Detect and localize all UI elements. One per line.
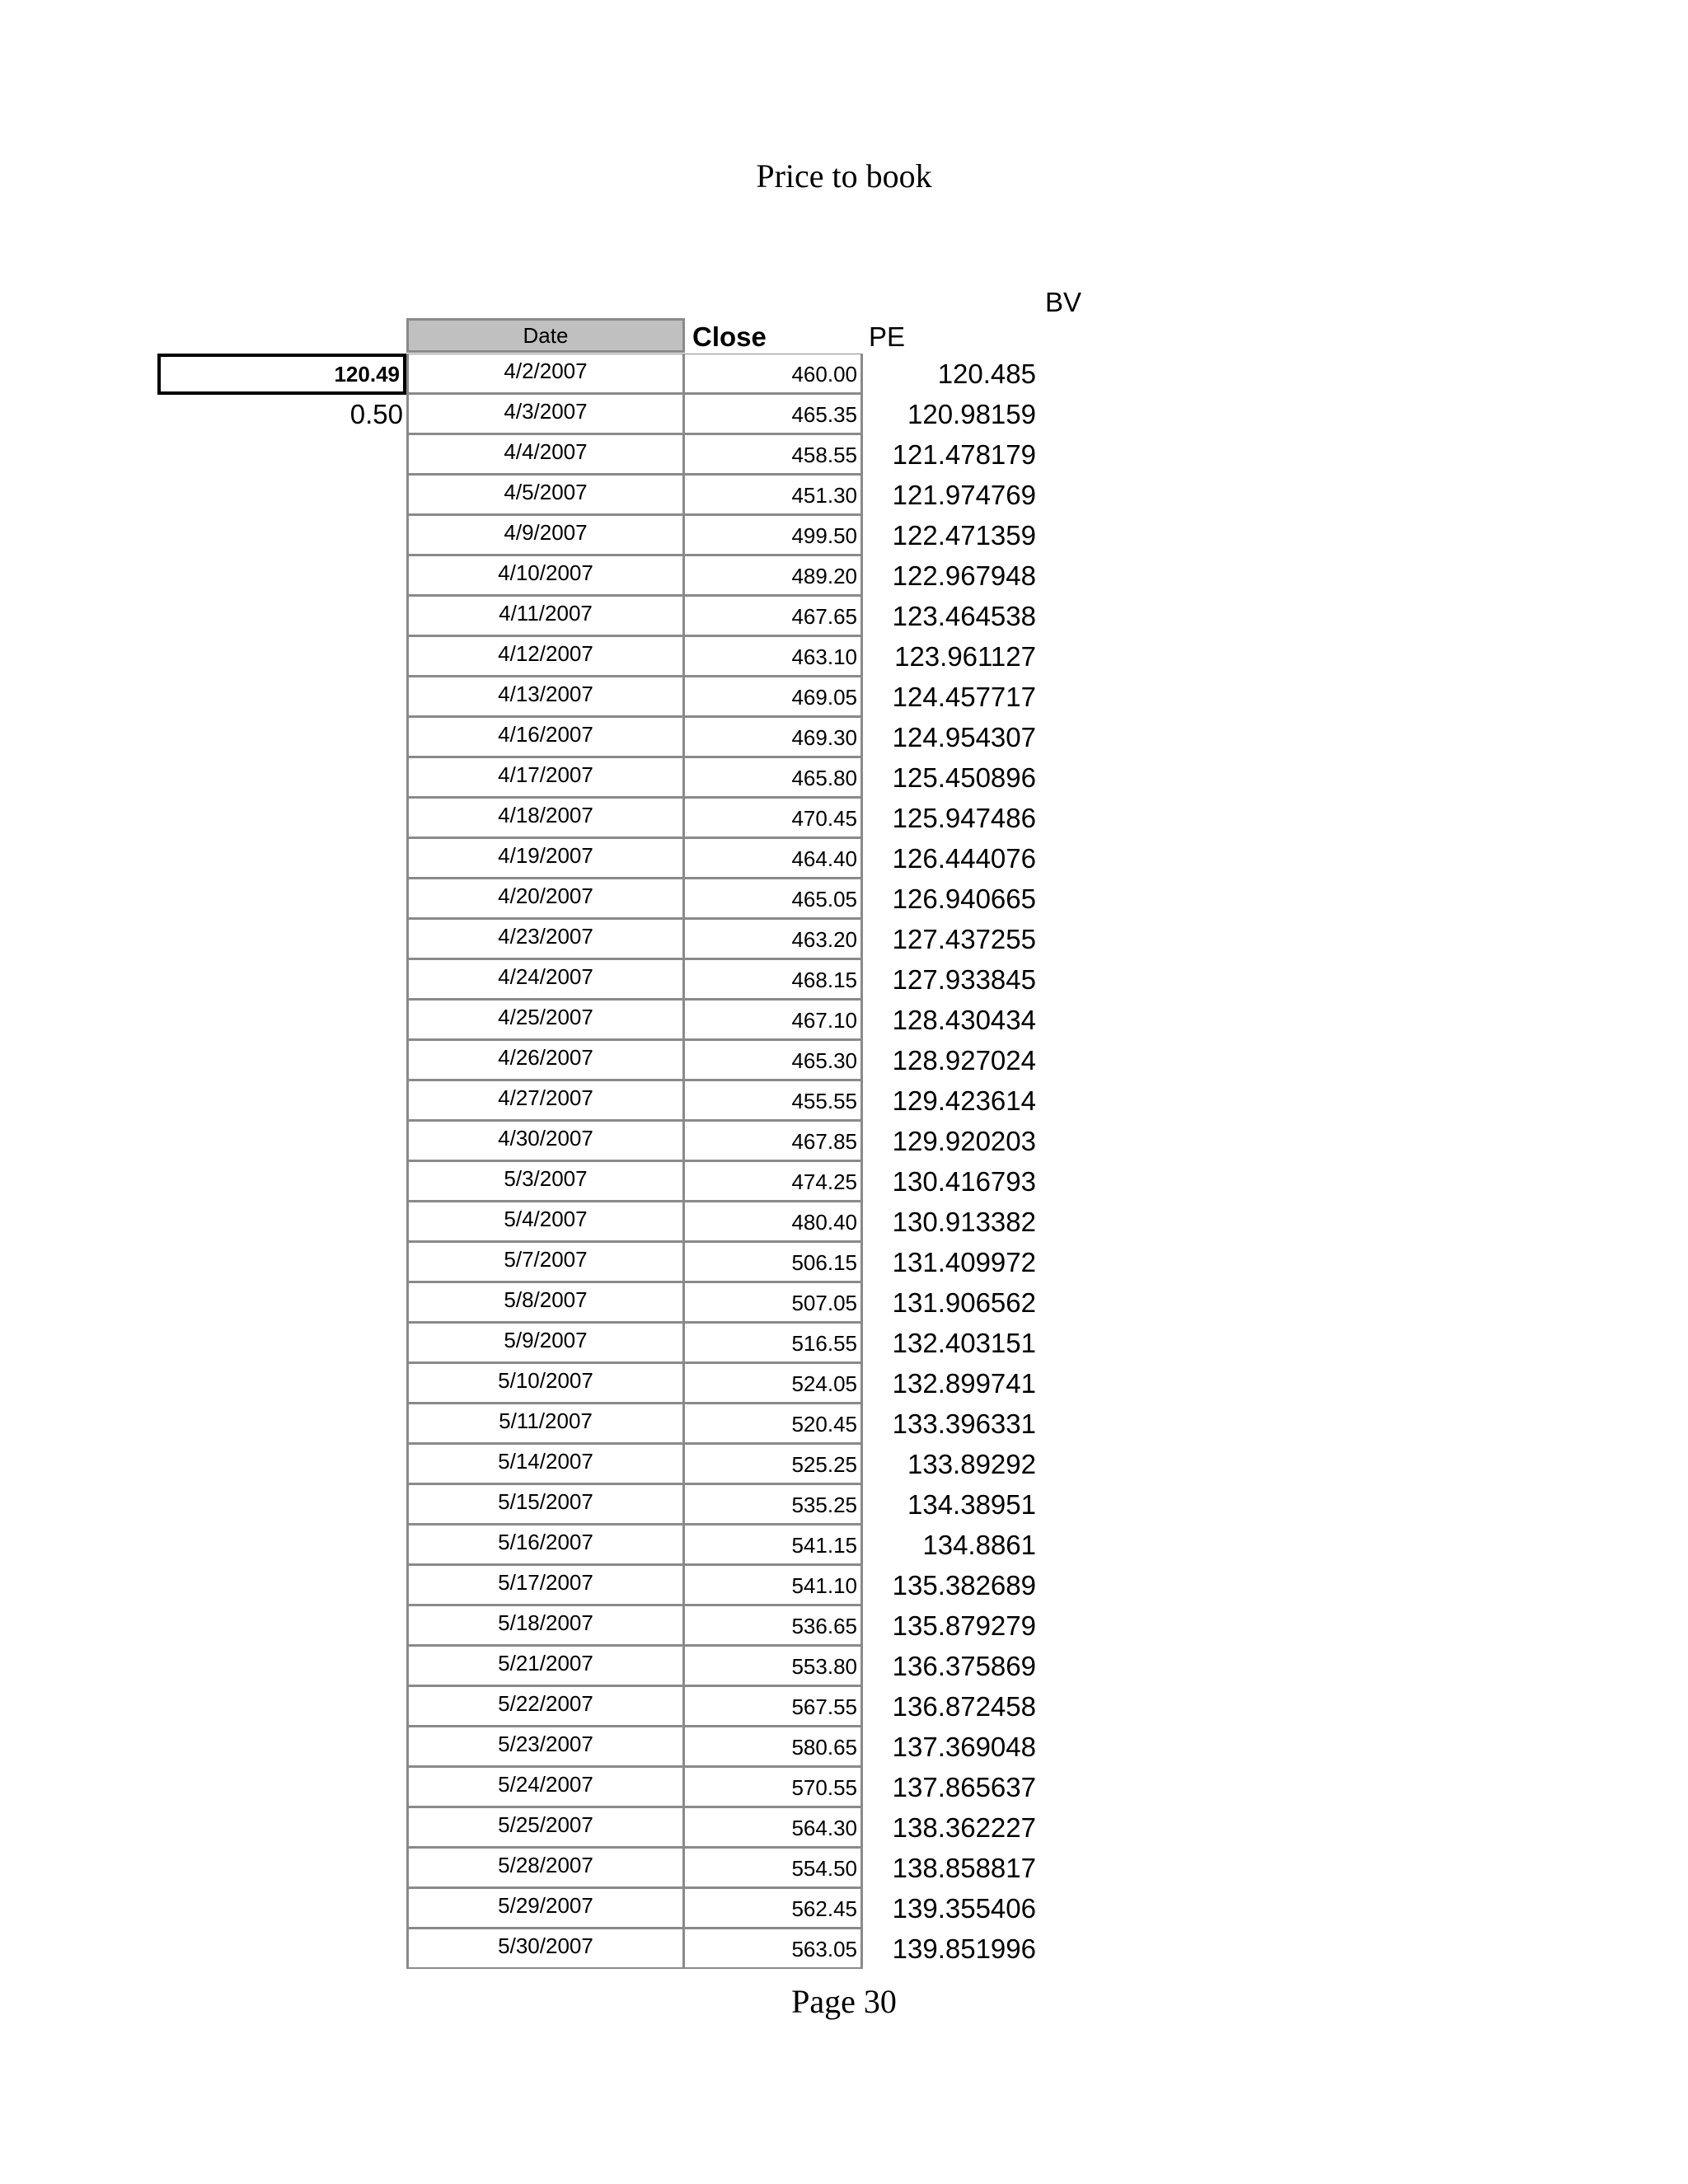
- pe-cell: 129.423614: [892, 1085, 1036, 1116]
- close-cell[interactable]: 467.85: [685, 1121, 863, 1161]
- close-cell[interactable]: 524.05: [685, 1363, 863, 1404]
- table-row: [0, 879, 1688, 919]
- table-row: [0, 717, 1688, 757]
- pe-cell: 139.355406: [892, 1893, 1036, 1924]
- pe-cell: 129.920203: [892, 1126, 1036, 1156]
- date-cell[interactable]: 5/16/2007: [406, 1525, 685, 1565]
- table-row: [0, 1888, 1688, 1929]
- pe-cell: 126.940665: [892, 883, 1036, 914]
- table-row: [0, 1767, 1688, 1807]
- close-cell[interactable]: 553.80: [685, 1646, 863, 1686]
- page-title: Price to book: [756, 157, 932, 194]
- table-row: [0, 1484, 1688, 1525]
- close-cell[interactable]: 480.40: [685, 1202, 863, 1242]
- table-row: [0, 1929, 1688, 1969]
- close-cell[interactable]: 520.45: [685, 1404, 863, 1444]
- close-cell[interactable]: 516.55: [685, 1323, 863, 1363]
- date-cell[interactable]: 4/24/2007: [406, 959, 685, 1000]
- selected-value-cell[interactable]: 120.49: [157, 354, 406, 395]
- close-cell[interactable]: 451.30: [685, 475, 863, 515]
- table-row: [0, 1727, 1688, 1767]
- pe-cell: 130.416793: [892, 1166, 1036, 1197]
- close-cell[interactable]: 564.30: [685, 1807, 863, 1848]
- pe-cell: 125.450896: [892, 762, 1036, 793]
- pe-cell: 121.478179: [892, 439, 1036, 470]
- date-cell[interactable]: 5/28/2007: [406, 1848, 685, 1888]
- date-column-header[interactable]: Date: [406, 318, 685, 353]
- pe-cell: 124.954307: [892, 722, 1036, 752]
- table-row: [0, 1161, 1688, 1202]
- table-row: [0, 1404, 1688, 1444]
- table-row: [0, 1323, 1688, 1363]
- date-cell[interactable]: 5/21/2007: [406, 1646, 685, 1686]
- table-row: [0, 757, 1688, 798]
- close-cell[interactable]: 525.25: [685, 1444, 863, 1484]
- pe-cell: 120.485: [937, 359, 1036, 389]
- date-cell[interactable]: 4/18/2007: [406, 798, 685, 838]
- table-row: [0, 1080, 1688, 1121]
- date-cell[interactable]: 5/10/2007: [406, 1363, 685, 1404]
- date-cell[interactable]: 4/19/2007: [406, 838, 685, 879]
- pe-cell: 120.98159: [907, 399, 1036, 429]
- close-column-header: Close: [692, 321, 767, 352]
- pe-cell: 126.444076: [892, 843, 1036, 874]
- table-row: [0, 394, 1688, 434]
- close-cell[interactable]: 470.45: [685, 798, 863, 838]
- date-cell[interactable]: 5/3/2007: [406, 1161, 685, 1202]
- date-cell[interactable]: 5/9/2007: [406, 1323, 685, 1363]
- date-cell[interactable]: 4/30/2007: [406, 1121, 685, 1161]
- close-cell[interactable]: 507.05: [685, 1282, 863, 1323]
- close-cell[interactable]: 465.80: [685, 757, 863, 798]
- date-cell[interactable]: 4/16/2007: [406, 717, 685, 757]
- pe-column-header: PE: [869, 321, 906, 352]
- table-row: [0, 1282, 1688, 1323]
- date-cell[interactable]: 4/27/2007: [406, 1080, 685, 1121]
- pe-cell: 124.457717: [892, 682, 1036, 712]
- date-cell[interactable]: 4/4/2007: [406, 434, 685, 475]
- date-cell[interactable]: 5/29/2007: [406, 1888, 685, 1929]
- date-cell[interactable]: 4/10/2007: [406, 555, 685, 596]
- date-cell[interactable]: 4/20/2007: [406, 879, 685, 919]
- pe-cell: 134.38951: [907, 1489, 1036, 1520]
- table-row: [0, 1363, 1688, 1404]
- pe-cell: 135.879279: [892, 1610, 1036, 1641]
- close-cell[interactable]: 554.50: [685, 1848, 863, 1888]
- close-cell[interactable]: 463.10: [685, 636, 863, 677]
- table-row: [0, 1565, 1688, 1605]
- date-cell[interactable]: 5/25/2007: [406, 1807, 685, 1848]
- pe-cell: 136.375869: [892, 1651, 1036, 1681]
- pe-cell: 132.403151: [892, 1328, 1036, 1358]
- pe-cell: 121.974769: [892, 480, 1036, 510]
- date-cell[interactable]: 5/22/2007: [406, 1686, 685, 1727]
- close-cell[interactable]: 567.55: [685, 1686, 863, 1727]
- table-row: [0, 838, 1688, 879]
- close-cell[interactable]: 562.45: [685, 1888, 863, 1929]
- ratio-value: 0.50: [349, 399, 403, 429]
- pe-cell: 123.961127: [894, 641, 1036, 672]
- date-cell[interactable]: 5/17/2007: [406, 1565, 685, 1605]
- pe-cell: 135.382689: [892, 1570, 1036, 1601]
- pe-cell: 125.947486: [892, 803, 1036, 833]
- close-cell[interactable]: 580.65: [685, 1727, 863, 1767]
- close-cell[interactable]: 464.40: [685, 838, 863, 879]
- pe-cell: 134.8861: [922, 1530, 1036, 1560]
- close-cell[interactable]: 499.50: [685, 515, 863, 555]
- table-row: [0, 1848, 1688, 1888]
- close-cell[interactable]: 468.15: [685, 959, 863, 1000]
- table-row: [0, 798, 1688, 838]
- page-footer: Page 30: [791, 1983, 897, 2020]
- close-cell[interactable]: 541.15: [685, 1525, 863, 1565]
- pe-cell: 137.865637: [892, 1772, 1036, 1802]
- close-cell[interactable]: 467.10: [685, 1000, 863, 1040]
- close-cell[interactable]: 563.05: [685, 1929, 863, 1969]
- date-cell[interactable]: 5/11/2007: [406, 1404, 685, 1444]
- bv-label: BV: [1045, 287, 1082, 317]
- date-cell[interactable]: 5/23/2007: [406, 1727, 685, 1767]
- date-cell[interactable]: 4/13/2007: [406, 677, 685, 717]
- pe-cell: 138.362227: [892, 1812, 1036, 1843]
- date-cell[interactable]: 4/26/2007: [406, 1040, 685, 1080]
- table-row: [0, 555, 1688, 596]
- date-cell[interactable]: 5/30/2007: [406, 1929, 685, 1969]
- date-cell[interactable]: 5/24/2007: [406, 1767, 685, 1807]
- close-cell[interactable]: 465.05: [685, 879, 863, 919]
- table-row: [0, 475, 1688, 515]
- close-cell[interactable]: 469.05: [685, 677, 863, 717]
- date-cell[interactable]: 4/12/2007: [406, 636, 685, 677]
- pe-cell: 128.430434: [892, 1005, 1036, 1035]
- date-cell[interactable]: 4/3/2007: [406, 394, 685, 434]
- table-row: [0, 677, 1688, 717]
- close-cell[interactable]: 465.30: [685, 1040, 863, 1080]
- close-cell[interactable]: 474.25: [685, 1161, 863, 1202]
- date-cell[interactable]: 4/17/2007: [406, 757, 685, 798]
- close-cell[interactable]: 465.35: [685, 394, 863, 434]
- pe-cell: 127.933845: [892, 964, 1036, 995]
- date-cell[interactable]: 4/9/2007: [406, 515, 685, 555]
- pe-cell: 133.396331: [892, 1408, 1036, 1439]
- date-cell[interactable]: 5/15/2007: [406, 1484, 685, 1525]
- close-cell[interactable]: 535.25: [685, 1484, 863, 1525]
- close-cell[interactable]: 463.20: [685, 919, 863, 959]
- table-row: [0, 515, 1688, 555]
- date-cell[interactable]: 5/18/2007: [406, 1605, 685, 1646]
- pe-cell: 127.437255: [892, 924, 1036, 954]
- table-row: [0, 1444, 1688, 1484]
- close-cell[interactable]: 536.65: [685, 1605, 863, 1646]
- table-row: [0, 434, 1688, 475]
- table-row: [0, 1605, 1688, 1646]
- close-cell[interactable]: 455.55: [685, 1080, 863, 1121]
- pe-cell: 133.89292: [907, 1449, 1036, 1479]
- pe-cell: 139.851996: [892, 1933, 1036, 1964]
- close-cell[interactable]: 469.30: [685, 717, 863, 757]
- close-cell[interactable]: 570.55: [685, 1767, 863, 1807]
- table-row: [0, 1646, 1688, 1686]
- close-cell[interactable]: 489.20: [685, 555, 863, 596]
- table-row: [0, 1807, 1688, 1848]
- pe-cell: 122.471359: [892, 520, 1036, 551]
- date-cell[interactable]: 4/25/2007: [406, 1000, 685, 1040]
- pe-cell: 132.899741: [892, 1368, 1036, 1399]
- date-cell[interactable]: 5/4/2007: [406, 1202, 685, 1242]
- table-row: [0, 959, 1688, 1000]
- pe-cell: 128.927024: [892, 1045, 1036, 1076]
- pe-cell: 136.872458: [892, 1691, 1036, 1722]
- pe-cell: 123.464538: [892, 601, 1036, 631]
- date-cell[interactable]: 5/14/2007: [406, 1444, 685, 1484]
- pe-cell: 130.913382: [892, 1207, 1036, 1237]
- close-cell[interactable]: 458.55: [685, 434, 863, 475]
- pe-cell: 131.906562: [892, 1287, 1036, 1318]
- close-cell[interactable]: 506.15: [685, 1242, 863, 1282]
- table-row: [0, 596, 1688, 636]
- table-row: [0, 1525, 1688, 1565]
- table-row: [0, 919, 1688, 959]
- table-row: [0, 354, 1688, 394]
- pe-cell: 137.369048: [892, 1732, 1036, 1762]
- close-cell[interactable]: 460.00: [685, 354, 863, 394]
- table-row: [0, 1040, 1688, 1080]
- pe-cell: 122.967948: [892, 560, 1036, 591]
- date-cell[interactable]: 5/8/2007: [406, 1282, 685, 1323]
- table-row: [0, 636, 1688, 677]
- table-row: [0, 1242, 1688, 1282]
- close-cell[interactable]: 467.65: [685, 596, 863, 636]
- table-row: [0, 1000, 1688, 1040]
- date-cell[interactable]: 4/2/2007: [406, 354, 685, 394]
- date-cell[interactable]: 4/23/2007: [406, 919, 685, 959]
- date-cell[interactable]: 4/11/2007: [406, 596, 685, 636]
- table-row: [0, 1121, 1688, 1161]
- pe-cell: 131.409972: [892, 1247, 1036, 1277]
- date-cell[interactable]: 5/7/2007: [406, 1242, 685, 1282]
- date-cell[interactable]: 4/5/2007: [406, 475, 685, 515]
- pe-cell: 138.858817: [892, 1853, 1036, 1883]
- table-row: [0, 1202, 1688, 1242]
- close-cell[interactable]: 541.10: [685, 1565, 863, 1605]
- table-row: [0, 1686, 1688, 1727]
